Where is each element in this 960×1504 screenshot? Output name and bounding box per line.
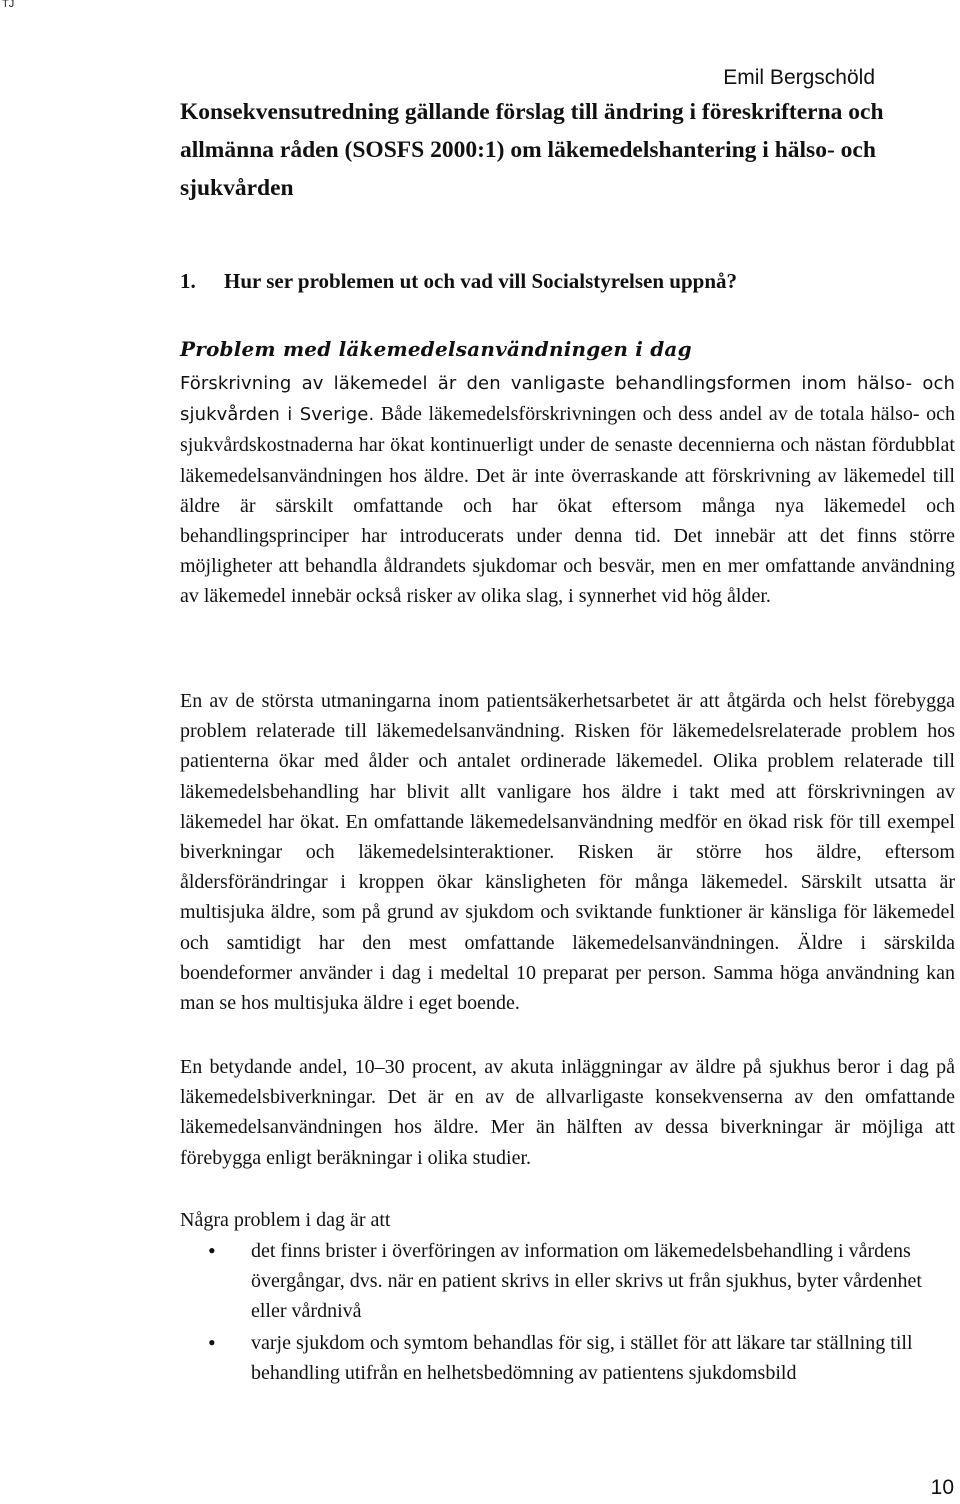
paragraph-1-lead: Förskrivning av läkemedel är den vanligaste behandlingsformen inom hälso- och sjukvården i Sverige. [180, 373, 955, 426]
author-name: Emil Bergschöld [723, 66, 875, 89]
section-heading [180, 266, 737, 296]
corner-mark: TJ [2, 0, 15, 10]
paragraph-2: En av de största utmaningarna inom patientsäkerhetsarbetet är att åtgärda och helst förebygga problem relaterade till läkemedelsanvändning. Risken för läkemedelsrelaterade problem hos patienterna ökar med ålder och antalet ordinerade läkemedel. Olika problem relaterade till läkemedelsbehandling har blivit allt vanligare hos äldre i takt med att förskrivningen av läkemedel har ökat. En omfattande läkemedelsanvändning medför en ökad risk för till exempel biverkningar och läkemedelsinteraktioner. Risken är större hos äldre, eftersom åldersförändringar i kroppen ökar känsligheten för många läkemedel. Särskilt utsatta är multisjuka äldre, som på grund av sjukdom och sviktande funktioner är känsliga för läkemedel och samtidigt har den mest omfattande läkemedelsanvändningen. Äldre i särskilda boendeformer använder i dag i medeltal 10 preparat per person. Samma höga användning kan man se hos multisjuka äldre i eget boende. [180, 690, 955, 1015]
paragraph-4: Några problem i dag är att [180, 1209, 391, 1231]
paragraph-1 [180, 368, 955, 612]
subsection-heading: Problem med läkemedelsanvändningen i dag [180, 337, 692, 361]
document-title: Konsekvensutredning gällande förslag till ändring i föreskrifterna och allmänna råden (SOSFS 2000:1) om läkemedelshantering i hälso- och sjukvården [180, 99, 884, 201]
list-item: • det finns brister i överföringen av information om läkemedelsbehandling i vårdens övergångar, dvs. när en patient skrivs in eller skrivs ut från sjukhus, byter vårdenhet eller vårdnivå [180, 1236, 960, 1326]
paragraph-1-rest: Både läkemedelsförskrivningen och dess andel av de totala hälso- och sjukvårdskostnaderna har ökat kontinuerligt under de senaste decennierna och nästan fördubblat läkemedelsanvändningen hos äldre. Det är inte överraskande att förskrivning av läkemedel till äldre är särskilt omfattande och har ökat eftersom många nya läkemedel och behandlingsprinciper har introducerats under denna tid. Det innebär att det finns större möjligheter att behandla åldrandets sjukdomar och besvär, men en mer omfattande användning av läkemedel innebär också risker av olika slag, i synnerhet vid hög ålder. [180, 403, 955, 608]
paragraph-3: En betydande andel, 10–30 procent, av akuta inläggningar av äldre på sjukhus beror i dag på läkemedelsbiverkningar. Det är en av de allvarligaste konsekvenserna av den omfattande läkemedelsanvändningen hos äldre. Mer än hälften av dessa biverkningar är möjliga att förebygga enligt beräkningar i olika studier. [180, 1056, 955, 1169]
page-number: 10 [930, 1476, 954, 1499]
section-number: 1. [180, 269, 196, 293]
list-item: • varje sjukdom och symtom behandlas för sig, i stället för att läkare tar ställning till behandling utifrån en helhetsbedömning av patientens sjukdomsbild [180, 1328, 960, 1388]
section-heading-text: Hur ser problemen ut och vad vill Socialstyrelsen uppnå? [224, 269, 738, 293]
problem-list [180, 1236, 960, 1390]
